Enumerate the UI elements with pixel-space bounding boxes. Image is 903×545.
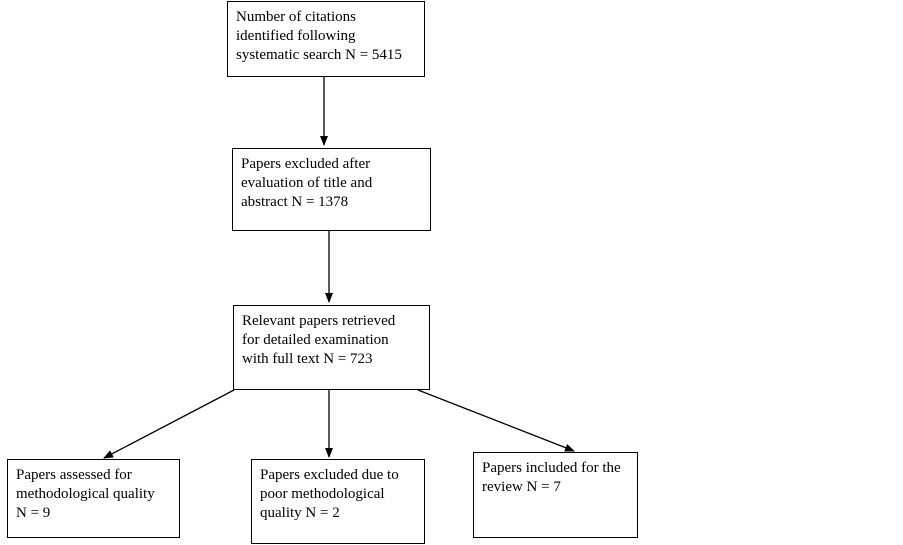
box-papers-excluded-title-abstract [232,148,431,231]
box-citations-identified-text: Number of citations identified following systematic search N = 5415 [236,9,402,63]
box-papers-retrieved-full-text-text: Relevant papers retrieved for detailed examination with full text N = 723 [242,313,396,367]
box-citations-identified [227,1,425,77]
box-papers-excluded-title-abstract-text: Papers excluded after evaluation of title and abstract N = 1378 [241,156,373,210]
arrow-retrieved-to-assessed [104,390,234,458]
box-papers-included-review-text: Papers included for the review N = 7 [482,460,621,495]
box-papers-assessed-quality [7,459,180,538]
arrow-retrieved-to-included [418,390,574,451]
box-papers-excluded-poor-quality [251,459,425,544]
box-papers-excluded-poor-quality-text: Papers excluded due to poor methodological quality N = 2 [260,467,399,521]
box-papers-retrieved-full-text [233,305,430,390]
box-papers-included-review [473,452,638,538]
box-papers-assessed-quality-text: Papers assessed for methodological quality N = 9 [16,467,155,521]
